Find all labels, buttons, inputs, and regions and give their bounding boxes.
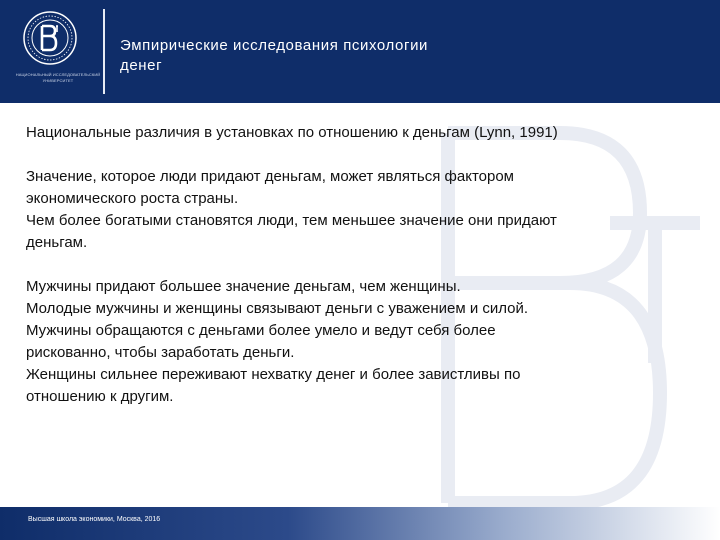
- logo-caption-line: НАЦИОНАЛЬНЫЙ ИССЛЕДОВАТЕЛЬСКИЙ: [15, 72, 101, 77]
- slide-body: [26, 122, 686, 408]
- body-line: Значение, которое люди придают деньгам, может являться фактором: [26, 168, 514, 185]
- body-line: Мужчины придают большее значение деньгам, чем женщины.: [26, 278, 461, 295]
- hse-logo: [14, 10, 100, 92]
- slide-title-line: денег: [120, 57, 163, 74]
- header-divider: [103, 9, 105, 94]
- footer-text: Высшая школа экономики, Москва, 2016: [28, 516, 161, 523]
- slide-header: [0, 0, 720, 103]
- hse-emblem-icon: [22, 10, 78, 66]
- logo-caption: [14, 72, 102, 84]
- slide-footer: [0, 507, 720, 540]
- slide-title: [120, 36, 540, 76]
- body-line: Мужчины обращаются с деньгами более умело и ведут себя более: [26, 322, 496, 339]
- body-line: рискованно, чтобы заработать деньги.: [26, 344, 295, 361]
- body-line: отношению к другим.: [26, 388, 174, 405]
- body-line: экономического роста страны.: [26, 190, 239, 207]
- slide-title-line: Эмпирические исследования психологии: [120, 37, 429, 54]
- body-line: деньгам.: [26, 234, 88, 251]
- body-line: Женщины сильнее переживают нехватку денег и более завистливы по: [26, 366, 521, 383]
- logo-caption-line: УНИВЕРСИТЕТ: [42, 78, 74, 83]
- paragraph-gap: [26, 254, 686, 276]
- section-heading: Национальные различия в установках по отношению к деньгам (Lynn, 1991): [26, 124, 558, 141]
- paragraph-gap: [26, 144, 686, 166]
- body-line: Молодые мужчины и женщины связывают деньги с уважением и силой.: [26, 300, 529, 317]
- body-line: Чем более богатыми становятся люди, тем меньшее значение они придают: [26, 212, 557, 229]
